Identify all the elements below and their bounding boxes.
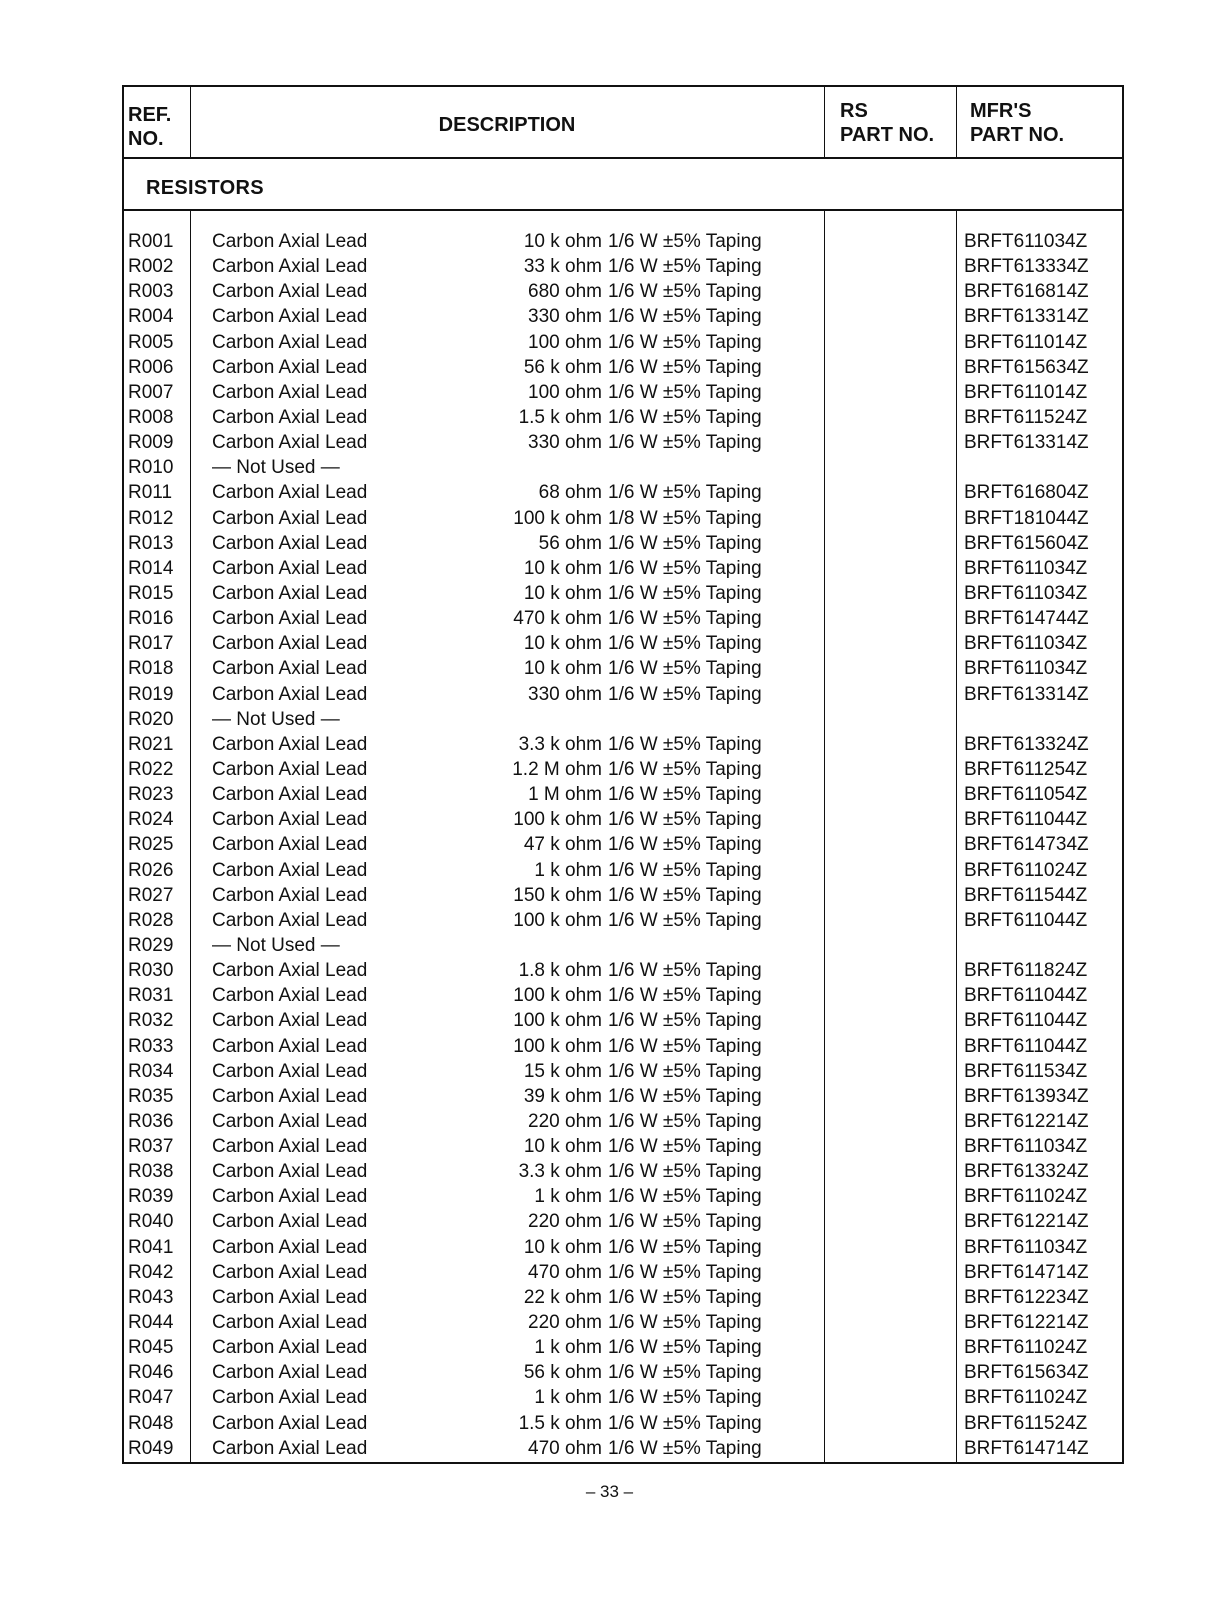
ref-cell: R028 xyxy=(128,909,174,931)
table-row xyxy=(124,480,1122,505)
rating-spec-cell: 1/6 W ±5% Taping xyxy=(608,306,762,328)
rating-spec-cell: 1/8 W ±5% Taping xyxy=(608,507,762,529)
rating-spec-cell: 1/6 W ±5% Taping xyxy=(608,1312,762,1334)
description-type-cell: Carbon Axial Lead xyxy=(212,1085,368,1107)
description-type-cell: Carbon Axial Lead xyxy=(212,1412,368,1434)
ref-cell: R008 xyxy=(128,406,174,428)
description-type-cell: Carbon Axial Lead xyxy=(212,507,368,529)
ref-cell: R045 xyxy=(128,1337,174,1359)
rating-spec-cell: 1/6 W ±5% Taping xyxy=(608,1186,762,1208)
ref-cell: R001 xyxy=(128,231,174,252)
rating-spec-cell: 1/6 W ±5% Taping xyxy=(608,1136,762,1158)
rating-spec-cell: 1/6 W ±5% Taping xyxy=(608,960,762,982)
ref-cell: R002 xyxy=(128,256,174,278)
mfr-part-no-cell: BRFT615634Z xyxy=(964,356,1089,378)
table-row xyxy=(124,254,1122,279)
mfr-part-no-cell: BRFT612214Z xyxy=(964,1211,1089,1233)
parts-list-table xyxy=(122,85,1124,1464)
resistance-value-cell: 10 k ohm xyxy=(523,633,602,655)
resistance-value-cell: 330 ohm xyxy=(528,683,602,705)
table-row xyxy=(124,858,1122,883)
description-type-cell: Carbon Axial Lead xyxy=(212,809,368,831)
description-type-cell: Carbon Axial Lead xyxy=(212,381,368,403)
section-row xyxy=(124,159,1122,211)
mfr-part-no-cell: BRFT611034Z xyxy=(964,1136,1088,1158)
table-row xyxy=(124,581,1122,606)
table-row xyxy=(124,1008,1122,1033)
mfr-part-no-cell: BRFT613334Z xyxy=(964,256,1089,278)
rating-spec-cell: 1/6 W ±5% Taping xyxy=(608,884,762,906)
description-type-cell: Carbon Axial Lead xyxy=(212,1312,368,1334)
resistance-value-cell: 56 ohm xyxy=(538,532,602,554)
mfr-part-no-cell: BRFT611014Z xyxy=(964,331,1088,353)
description-type-cell: Carbon Axial Lead xyxy=(212,482,368,504)
description-type-cell: Carbon Axial Lead xyxy=(212,1337,368,1359)
mfr-part-no-cell: BRFT616804Z xyxy=(964,482,1089,504)
mfr-part-no-cell: BRFT613314Z xyxy=(964,432,1089,454)
mfr-part-no-cell: BRFT611034Z xyxy=(964,1236,1088,1258)
mfr-part-no-cell: BRFT611254Z xyxy=(964,758,1088,780)
table-row xyxy=(124,380,1122,405)
resistance-value-cell: 1.8 k ohm xyxy=(518,960,602,982)
ref-cell: R018 xyxy=(128,658,174,680)
page-number: – 33 – xyxy=(585,1482,634,1501)
table-row xyxy=(124,1209,1122,1234)
description-type-cell: Carbon Axial Lead xyxy=(212,1362,368,1384)
rating-spec-cell: 1/6 W ±5% Taping xyxy=(608,809,762,831)
ref-cell: R017 xyxy=(128,633,174,655)
table-row xyxy=(124,933,1122,958)
table-row xyxy=(124,556,1122,581)
table-row xyxy=(124,1260,1122,1285)
ref-cell: R015 xyxy=(128,582,174,604)
header-description: DESCRIPTION xyxy=(438,114,576,136)
table-row xyxy=(124,1034,1122,1059)
resistance-value-cell: 56 k ohm xyxy=(523,356,602,378)
description-type-cell: Carbon Axial Lead xyxy=(212,633,368,655)
description-type-cell: Carbon Axial Lead xyxy=(212,582,368,604)
description-type-cell: Carbon Axial Lead xyxy=(212,859,368,881)
table-row xyxy=(124,1411,1122,1436)
table-row xyxy=(124,1385,1122,1410)
rating-spec-cell: 1/6 W ±5% Taping xyxy=(608,532,762,554)
ref-cell: R031 xyxy=(128,985,174,1007)
resistance-value-cell: 470 k ohm xyxy=(513,608,602,630)
mfr-part-no-cell: BRFT611034Z xyxy=(964,582,1088,604)
mfr-part-no-cell: BRFT613314Z xyxy=(964,306,1089,328)
table-row xyxy=(124,1335,1122,1360)
ref-cell: R011 xyxy=(128,482,173,504)
mfr-part-no-cell: BRFT611544Z xyxy=(964,884,1088,906)
mfr-part-no-cell: BRFT611014Z xyxy=(964,381,1088,403)
resistance-value-cell: 3.3 k ohm xyxy=(518,1161,602,1183)
table-row xyxy=(124,732,1122,757)
ref-cell: R039 xyxy=(128,1186,174,1208)
ref-cell: R003 xyxy=(128,281,174,303)
mfr-part-no-cell: BRFT614714Z xyxy=(964,1437,1089,1459)
rating-spec-cell: 1/6 W ±5% Taping xyxy=(608,1110,762,1132)
rating-spec-cell: 1/6 W ±5% Taping xyxy=(608,281,762,303)
mfr-part-no-cell: BRFT613934Z xyxy=(964,1085,1089,1107)
mfr-part-no-cell: BRFT611024Z xyxy=(964,1387,1088,1409)
resistance-value-cell: 33 k ohm xyxy=(523,256,602,278)
rating-spec-cell: 1/6 W ±5% Taping xyxy=(608,1412,762,1434)
table-row xyxy=(124,606,1122,631)
resistance-value-cell: 10 k ohm xyxy=(523,1236,602,1258)
ref-cell: R007 xyxy=(128,381,174,403)
ref-cell: R034 xyxy=(128,1060,174,1082)
ref-cell: R026 xyxy=(128,859,174,881)
table-row xyxy=(124,1235,1122,1260)
mfr-part-no-cell: BRFT614734Z xyxy=(964,834,1089,856)
mfr-part-no-cell: BRFT611824Z xyxy=(964,960,1088,982)
resistance-value-cell: 1.2 M ohm xyxy=(512,758,602,780)
rating-spec-cell: 1/6 W ±5% Taping xyxy=(608,1437,762,1459)
ref-cell: R043 xyxy=(128,1286,174,1308)
description-type-cell: Carbon Axial Lead xyxy=(212,884,368,906)
rating-spec-cell: 1/6 W ±5% Taping xyxy=(608,1362,762,1384)
description-type-cell: Carbon Axial Lead xyxy=(212,1236,368,1258)
resistance-value-cell: 39 k ohm xyxy=(523,1085,602,1107)
resistance-value-cell: 10 k ohm xyxy=(523,557,602,579)
rating-spec-cell: 1/6 W ±5% Taping xyxy=(608,331,762,353)
mfr-part-no-cell: BRFT611024Z xyxy=(964,1186,1088,1208)
table-row xyxy=(124,908,1122,933)
mfr-part-no-cell: BRFT616814Z xyxy=(964,281,1089,303)
resistance-value-cell: 1 M ohm xyxy=(528,784,602,806)
table-row xyxy=(124,1084,1122,1109)
description-type-cell: — Not Used — xyxy=(212,934,340,956)
description-type-cell: Carbon Axial Lead xyxy=(212,733,368,755)
description-type-cell: Carbon Axial Lead xyxy=(212,1161,368,1183)
rating-spec-cell: 1/6 W ±5% Taping xyxy=(608,683,762,705)
resistance-value-cell: 68 ohm xyxy=(538,482,602,504)
description-type-cell: — Not Used — xyxy=(212,708,340,730)
rating-spec-cell: 1/6 W ±5% Taping xyxy=(608,1236,762,1258)
ref-cell: R023 xyxy=(128,784,174,806)
ref-cell: R006 xyxy=(128,356,174,378)
ref-cell: R049 xyxy=(128,1437,174,1459)
rating-spec-cell: 1/6 W ±5% Taping xyxy=(608,733,762,755)
resistance-value-cell: 100 k ohm xyxy=(513,909,602,931)
description-type-cell: Carbon Axial Lead xyxy=(212,1110,368,1132)
description-type-cell: Carbon Axial Lead xyxy=(212,1387,368,1409)
rating-spec-cell: 1/6 W ±5% Taping xyxy=(608,985,762,1007)
resistance-value-cell: 100 k ohm xyxy=(513,985,602,1007)
table-row xyxy=(124,707,1122,732)
description-type-cell: Carbon Axial Lead xyxy=(212,608,368,630)
rating-spec-cell: 1/6 W ±5% Taping xyxy=(608,859,762,881)
description-type-cell: Carbon Axial Lead xyxy=(212,1261,368,1283)
rating-spec-cell: 1/6 W ±5% Taping xyxy=(608,1010,762,1032)
description-type-cell: Carbon Axial Lead xyxy=(212,1186,368,1208)
mfr-part-no-cell: BRFT611044Z xyxy=(964,1035,1088,1057)
ref-cell: R005 xyxy=(128,331,174,353)
ref-cell: R013 xyxy=(128,532,174,554)
resistance-value-cell: 10 k ohm xyxy=(523,658,602,680)
rating-spec-cell: 1/6 W ±5% Taping xyxy=(608,356,762,378)
resistance-value-cell: 1 k ohm xyxy=(534,1337,602,1359)
description-type-cell: Carbon Axial Lead xyxy=(212,985,368,1007)
mfr-part-no-cell: BRFT614714Z xyxy=(964,1261,1089,1283)
table-row xyxy=(124,1285,1122,1310)
ref-cell: R041 xyxy=(128,1236,174,1258)
rating-spec-cell: 1/6 W ±5% Taping xyxy=(608,608,762,630)
header-mfr-part-no: MFR'S PART NO. xyxy=(970,100,1065,146)
description-type-cell: Carbon Axial Lead xyxy=(212,256,368,278)
ref-cell: R044 xyxy=(128,1312,174,1334)
ref-cell: R009 xyxy=(128,432,174,454)
mfr-part-no-cell: BRFT612234Z xyxy=(964,1286,1089,1308)
description-type-cell: Carbon Axial Lead xyxy=(212,1035,368,1057)
resistance-value-cell: 56 k ohm xyxy=(523,1362,602,1384)
resistance-value-cell: 220 ohm xyxy=(528,1110,602,1132)
table-row xyxy=(124,1059,1122,1084)
ref-cell: R021 xyxy=(128,733,174,755)
description-type-cell: Carbon Axial Lead xyxy=(212,658,368,680)
mfr-part-no-cell: BRFT611034Z xyxy=(964,557,1088,579)
resistance-value-cell: 10 k ohm xyxy=(523,582,602,604)
table-row xyxy=(124,405,1122,430)
description-type-cell: Carbon Axial Lead xyxy=(212,432,368,454)
resistance-value-cell: 470 ohm xyxy=(528,1437,602,1459)
mfr-part-no-cell: BRFT181044Z xyxy=(964,507,1089,529)
table-row xyxy=(124,1184,1122,1209)
rating-spec-cell: 1/6 W ±5% Taping xyxy=(608,1161,762,1183)
table-row xyxy=(124,958,1122,983)
resistance-value-cell: 100 k ohm xyxy=(513,809,602,831)
rating-spec-cell: 1/6 W ±5% Taping xyxy=(608,1211,762,1233)
description-type-cell: Carbon Axial Lead xyxy=(212,758,368,780)
rating-spec-cell: 1/6 W ±5% Taping xyxy=(608,1060,762,1082)
rating-spec-cell: 1/6 W ±5% Taping xyxy=(608,658,762,680)
table-row xyxy=(124,757,1122,782)
resistance-value-cell: 100 ohm xyxy=(528,381,602,403)
table-row xyxy=(124,1159,1122,1184)
table-row xyxy=(124,1134,1122,1159)
table-row xyxy=(124,355,1122,380)
description-type-cell: Carbon Axial Lead xyxy=(212,331,368,353)
mfr-part-no-cell: BRFT611034Z xyxy=(964,658,1088,680)
ref-cell: R029 xyxy=(128,934,174,956)
ref-cell: R019 xyxy=(128,683,174,705)
ref-cell: R004 xyxy=(128,306,174,328)
header-divider xyxy=(824,87,825,157)
resistance-value-cell: 1.5 k ohm xyxy=(518,1412,602,1434)
mfr-part-no-cell: BRFT611524Z xyxy=(964,1412,1088,1434)
mfr-part-no-cell: BRFT611044Z xyxy=(964,909,1088,931)
table-row xyxy=(124,330,1122,355)
table-row xyxy=(124,1310,1122,1335)
table-row xyxy=(124,883,1122,908)
resistance-value-cell: 1.5 k ohm xyxy=(518,406,602,428)
resistance-value-cell: 220 ohm xyxy=(528,1312,602,1334)
description-type-cell: — Not Used — xyxy=(212,457,340,479)
rating-spec-cell: 1/6 W ±5% Taping xyxy=(608,256,762,278)
description-type-cell: Carbon Axial Lead xyxy=(212,406,368,428)
table-row xyxy=(124,455,1122,480)
resistance-value-cell: 330 ohm xyxy=(528,432,602,454)
rating-spec-cell: 1/6 W ±5% Taping xyxy=(608,406,762,428)
rating-spec-cell: 1/6 W ±5% Taping xyxy=(608,633,762,655)
rating-spec-cell: 1/6 W ±5% Taping xyxy=(608,1337,762,1359)
description-type-cell: Carbon Axial Lead xyxy=(212,532,368,554)
description-type-cell: Carbon Axial Lead xyxy=(212,1010,368,1032)
table-row xyxy=(124,682,1122,707)
ref-cell: R022 xyxy=(128,758,174,780)
rating-spec-cell: 1/6 W ±5% Taping xyxy=(608,432,762,454)
description-type-cell: Carbon Axial Lead xyxy=(212,1211,368,1233)
description-type-cell: Carbon Axial Lead xyxy=(212,909,368,931)
header-divider xyxy=(956,87,957,157)
table-row xyxy=(124,229,1122,254)
rating-spec-cell: 1/6 W ±5% Taping xyxy=(608,582,762,604)
mfr-part-no-cell: BRFT615604Z xyxy=(964,532,1089,554)
ref-cell: R032 xyxy=(128,1010,174,1032)
table-row xyxy=(124,279,1122,304)
description-type-cell: Carbon Axial Lead xyxy=(212,281,368,303)
ref-cell: R046 xyxy=(128,1362,174,1384)
table-header xyxy=(124,87,1122,159)
rating-spec-cell: 1/6 W ±5% Taping xyxy=(608,1286,762,1308)
description-type-cell: Carbon Axial Lead xyxy=(212,306,368,328)
mfr-part-no-cell: BRFT612214Z xyxy=(964,1312,1089,1334)
table-row xyxy=(124,430,1122,455)
table-row xyxy=(124,1360,1122,1385)
table-row xyxy=(124,832,1122,857)
rating-spec-cell: 1/6 W ±5% Taping xyxy=(608,1261,762,1283)
header-rs-part-no: RS PART NO. xyxy=(840,100,935,146)
ref-cell: R025 xyxy=(128,834,174,856)
table-row xyxy=(124,531,1122,556)
resistance-value-cell: 100 k ohm xyxy=(513,1010,602,1032)
rating-spec-cell: 1/6 W ±5% Taping xyxy=(608,381,762,403)
description-type-cell: Carbon Axial Lead xyxy=(212,1286,368,1308)
mfr-part-no-cell: BRFT613324Z xyxy=(964,1161,1089,1183)
description-type-cell: Carbon Axial Lead xyxy=(212,1060,368,1082)
description-type-cell: Carbon Axial Lead xyxy=(212,557,368,579)
resistance-value-cell: 330 ohm xyxy=(528,306,602,328)
mfr-part-no-cell: BRFT611034Z xyxy=(964,633,1088,655)
description-type-cell: Carbon Axial Lead xyxy=(212,960,368,982)
description-type-cell: Carbon Axial Lead xyxy=(212,356,368,378)
table-row xyxy=(124,782,1122,807)
mfr-part-no-cell: BRFT614744Z xyxy=(964,608,1089,630)
resistance-value-cell: 15 k ohm xyxy=(523,1060,602,1082)
resistance-value-cell: 1 k ohm xyxy=(534,859,602,881)
ref-cell: R010 xyxy=(128,457,174,479)
rating-spec-cell: 1/6 W ±5% Taping xyxy=(608,1085,762,1107)
ref-cell: R030 xyxy=(128,960,174,982)
ref-cell: R037 xyxy=(128,1136,174,1158)
ref-cell: R040 xyxy=(128,1211,174,1233)
description-type-cell: Carbon Axial Lead xyxy=(212,231,368,252)
resistance-value-cell: 470 ohm xyxy=(528,1261,602,1283)
table-row xyxy=(124,506,1122,531)
ref-cell: R024 xyxy=(128,809,174,831)
ref-cell: R038 xyxy=(128,1161,174,1183)
ref-cell: R012 xyxy=(128,507,174,529)
resistance-value-cell: 680 ohm xyxy=(528,281,602,303)
resistance-value-cell: 47 k ohm xyxy=(523,834,602,856)
resistance-value-cell: 1 k ohm xyxy=(534,1186,602,1208)
mfr-part-no-cell: BRFT611534Z xyxy=(964,1060,1088,1082)
resistance-value-cell: 10 k ohm xyxy=(523,1136,602,1158)
mfr-part-no-cell: BRFT613314Z xyxy=(964,683,1089,705)
ref-cell: R020 xyxy=(128,708,174,730)
ref-cell: R036 xyxy=(128,1110,174,1132)
mfr-part-no-cell: BRFT613324Z xyxy=(964,733,1089,755)
table-body xyxy=(124,229,1122,1461)
rating-spec-cell: 1/6 W ±5% Taping xyxy=(608,231,762,252)
mfr-part-no-cell: BRFT611054Z xyxy=(964,784,1088,806)
ref-cell: R048 xyxy=(128,1412,174,1434)
table-row xyxy=(124,983,1122,1008)
rating-spec-cell: 1/6 W ±5% Taping xyxy=(608,1387,762,1409)
table-row xyxy=(124,304,1122,329)
table-row xyxy=(124,1436,1122,1461)
ref-cell: R035 xyxy=(128,1085,174,1107)
ref-cell: R042 xyxy=(128,1261,174,1283)
ref-cell: R016 xyxy=(128,608,174,630)
ref-cell: R027 xyxy=(128,884,174,906)
table-row xyxy=(124,807,1122,832)
rating-spec-cell: 1/6 W ±5% Taping xyxy=(608,834,762,856)
resistance-value-cell: 100 ohm xyxy=(528,331,602,353)
resistance-value-cell: 100 k ohm xyxy=(513,1035,602,1057)
mfr-part-no-cell: BRFT611024Z xyxy=(964,859,1088,881)
table-row xyxy=(124,656,1122,681)
rating-spec-cell: 1/6 W ±5% Taping xyxy=(608,482,762,504)
description-type-cell: Carbon Axial Lead xyxy=(212,784,368,806)
ref-cell: R014 xyxy=(128,557,174,579)
rating-spec-cell: 1/6 W ±5% Taping xyxy=(608,1035,762,1057)
description-type-cell: Carbon Axial Lead xyxy=(212,1136,368,1158)
resistance-value-cell: 22 k ohm xyxy=(523,1286,602,1308)
resistance-value-cell: 220 ohm xyxy=(528,1211,602,1233)
rating-spec-cell: 1/6 W ±5% Taping xyxy=(608,909,762,931)
mfr-part-no-cell: BRFT611034Z xyxy=(964,231,1088,252)
section-title: RESISTORS xyxy=(146,177,264,199)
rating-spec-cell: 1/6 W ±5% Taping xyxy=(608,557,762,579)
mfr-part-no-cell: BRFT611044Z xyxy=(964,985,1088,1007)
mfr-part-no-cell: BRFT615634Z xyxy=(964,1362,1089,1384)
resistance-value-cell: 3.3 k ohm xyxy=(518,733,602,755)
ref-cell: R033 xyxy=(128,1035,174,1057)
table-row xyxy=(124,1109,1122,1134)
resistance-value-cell: 1 k ohm xyxy=(534,1387,602,1409)
table-row xyxy=(124,631,1122,656)
resistance-value-cell: 10 k ohm xyxy=(523,231,602,252)
resistance-value-cell: 150 k ohm xyxy=(513,884,602,906)
mfr-part-no-cell: BRFT611024Z xyxy=(964,1337,1088,1359)
mfr-part-no-cell: BRFT611044Z xyxy=(964,1010,1088,1032)
rating-spec-cell: 1/6 W ±5% Taping xyxy=(608,784,762,806)
description-type-cell: Carbon Axial Lead xyxy=(212,1437,368,1459)
description-type-cell: Carbon Axial Lead xyxy=(212,834,368,856)
description-type-cell: Carbon Axial Lead xyxy=(212,683,368,705)
resistance-value-cell: 100 k ohm xyxy=(513,507,602,529)
mfr-part-no-cell: BRFT611524Z xyxy=(964,406,1088,428)
mfr-part-no-cell: BRFT611044Z xyxy=(964,809,1088,831)
header-ref-no: REF. NO. xyxy=(128,104,172,150)
rating-spec-cell: 1/6 W ±5% Taping xyxy=(608,758,762,780)
ref-cell: R047 xyxy=(128,1387,174,1409)
mfr-part-no-cell: BRFT612214Z xyxy=(964,1110,1089,1132)
